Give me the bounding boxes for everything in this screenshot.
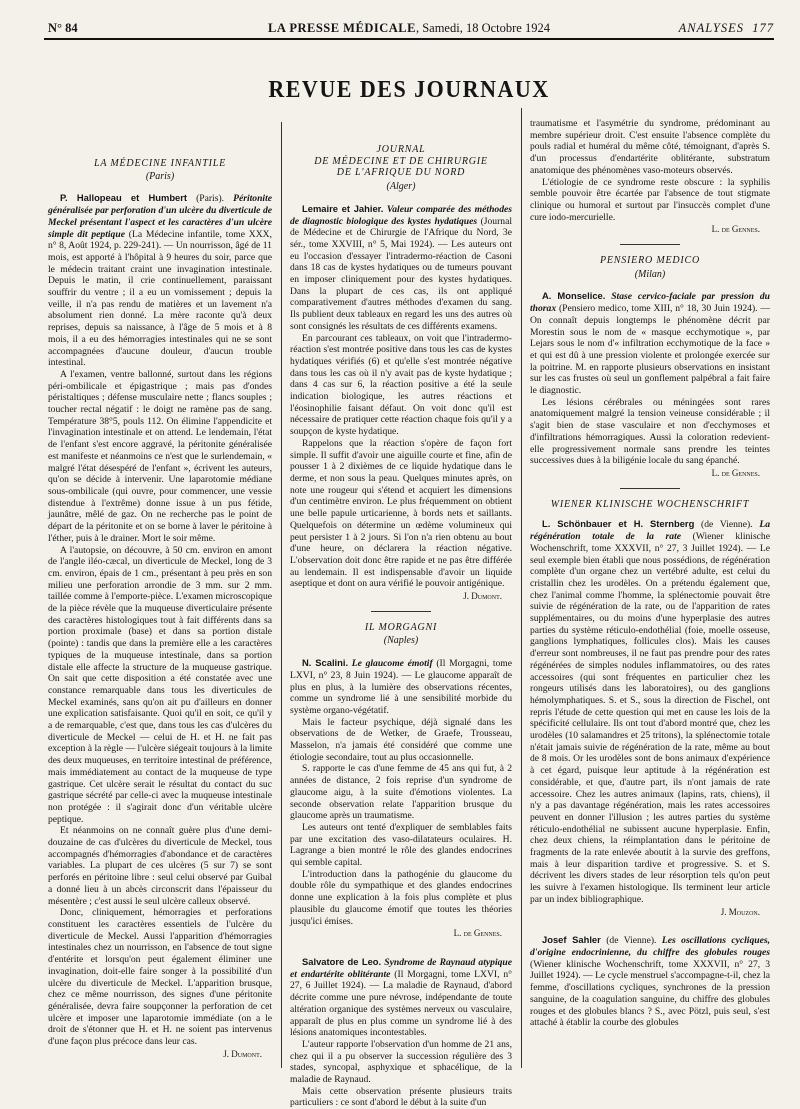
- article-paragraph: En parcourant ces tableaux, on voit que l'intradermo-réaction s'est montrée positive dans tous les cas de kystes hydatiques vérifiés (6) et qu'elle s'est montrée négative dans tous les cas où il n'y avait pas de kyste hydatique ; dans 4 cas sur 6, la réaction positive a été la seule indication biologique, les autres réactions et l'éosinophilie faisant défaut. On voit donc qu'il est nécessaire de pratiquer cette réaction chaque fois qu'il y a soupçon de kyste hydatique.: [290, 332, 512, 438]
- article-paragraph: Et néanmoins on ne connaît guère plus d'une demi-douzaine de cas d'ulcères du diverticule de Meckel, tous accompagnés d'hémorragies d'abondance et de caractères variables. La plupart de ces ulcères (5 sur 7) se sont perforés en péritoine libre : seul celui observé par Guibal a donné lieu à un abcès circonscrit dans l'épaisseur du mésentère ; c'est aussi le seul ulcère calleux observé.: [48, 825, 272, 907]
- article-citation: (Wiener klinische Wochenschrift, tome XXXVII, n° 27, 3 Juillet 1924). —: [530, 531, 770, 554]
- article-paragraph: L'introduction dans la pathogénie du glaucome du double rôle du sympathique et des glandes endocrines donne une explication à la fois plus complète et plus plausible du glaucome émotif que toutes les théories jusqu'ici émises.: [290, 868, 512, 927]
- article-paragraph: A l'autopsie, on découvre, à 50 cm. environ en amont de l'angle iléo-cæcal, un diverticule de Meckel, long de 3 cm. environ, épais de 1 cm., présentant à peu près en son milieu une perforation arrondie de 3 mm. sur 2 mm. taillée comme à l'emporte-pièce. L'examen microscopique de la pièce révèle que la muqueuse diverticulaire présente des caractères histologiques tout à fait différents dans sa portion proximale (base) et dans sa portion distale (pointe) : tandis que dans la première elle a les caractères typiques de la muqueuse intestinale, dans sa portion distale elle affecte la structure de la muqueuse gastrique. On sait que cette disposition a été constatée avec une constance remarquable dans tous les diverticules de Meckel examinés, sans qu'on ait pu d'ailleurs en donner une explication satisfaisante. Quoi qu'il en soit, ce qu'il y a de remarquable, c'est que, dans tous les cas d'ulcères du diverticule de Meckel — celui de H. et H. ne fait pas exception à la règle — l'ulcère siégeait toujours à la limite des deux muqueuses, en territoire intestinal de préférence, mais immédiatement au contact de la muqueuse de type gastrique. Cet ulcère serait le résultat du contact du suc gastrique sécrété par celle-ci avec la muqueuse intestinale non protégée : il s'agirait donc d'un véritable ulcère peptique.: [48, 544, 272, 825]
- article-title: La régénération totale de la rate: [530, 519, 770, 543]
- article-paragraph: La maladie de Raynaud, d'abord décrite comme une pure névrose, indépendante de toute altération organique des systèmes nerveux ou vasculaire, apparaît de plus en plus comme un syndrome lié à des lésions anatomiques incontestables.: [290, 980, 512, 1039]
- article-authors: A. Monselice.: [542, 290, 606, 302]
- article-paragraph: L'étiologie de ce syndrome reste obscure : la syphilis semble pouvoir être écartée par l'absence de tout stigmate clinique ou humoral et surtout par l'insuccès complet d'une cure iodo-mercurielle.: [530, 176, 770, 223]
- article-signature: L. de Gennes.: [711, 224, 760, 235]
- section-city: (Naples): [383, 635, 419, 647]
- article-paragraph: Le glaucome apparaît de plus en plus, à la lumière des observations récentes, comme un syndrome lié à une sensibilité morbide du système organo-végétatif.: [290, 669, 512, 716]
- article-authors-place: (de Vienne).: [600, 935, 657, 947]
- article-paragraph: A l'examen, ventre ballonné, surtout dans les régions péri-ombilicale et épigastrique ; mais pas d'ondes péristaltiques ; défense musculaire nette ; flancs souples ; toucher rectal négatif : le doigt ne ramène pas de sang. Température 38°5, pouls 112. On élimine l'appendicite et l'invagination intestinale et on attend. Le lendemain, l'état de l'enfant s'est encore aggravé, la péritonite généralisée est manifeste et néanmoins ce n'est que le surlendemain, « malgré l'état désespéré de l'enfant », écrivent les auteurs, qu'on se décide à intervenir. Une laparotomie médiane sous-ombilicale (qui ouvre, pour commencer, une vessie distendue à l'extrême) donne issue à un pus fétide, jaunâtre, mêlé de gaz. On ne recherche pas le point de départ de la péritonite et on se borne à laver le péritoine à l'éther, puis à le drainer. Mort le soir même.: [48, 368, 272, 544]
- article-title: Les oscillations cycliques, d'origine endocrinienne, du chiffre des globules rouges: [530, 935, 770, 958]
- article-title: Stase cervico-faciale par pression du thorax: [530, 291, 770, 315]
- issue-date: , Samedi, 18 Octobre 1924: [415, 21, 550, 35]
- article-authors: L. Schönbauer et H. Sternberg: [542, 518, 695, 530]
- section-heading: DE L'AFRIQUE DU NORD: [336, 167, 466, 179]
- section-and-page: [679, 21, 774, 36]
- article-citation: (Il Morgagni, tome LXVI, n° 23, 8 Juin 1924). —: [290, 658, 513, 681]
- article-authors: P. Hallopeau et Humbert: [60, 192, 188, 204]
- section-separator: [620, 488, 680, 489]
- running-title: [44, 21, 774, 36]
- article-authors-place: (Paris).: [187, 193, 234, 205]
- article-lead: [290, 956, 512, 1039]
- revue-title: REVUE DES JOURNAUX: [268, 74, 550, 103]
- article-paragraph: traumatisme et l'asymétrie du syndrome, prédominant au membre supérieur droit. C'est ensuite l'absence complète du pouls radial et huméral du même côté, témoignant, d'après S. d'un processus d'endartérite oblitérante, substratum anatomique des phénomènes vaso-moteurs observés.: [530, 118, 770, 176]
- article-gap: [290, 946, 512, 956]
- article-paragraph: Donc, cliniquement, hémorragies et perforations constituent les caractères essentiels de l'ulcère du diverticule de Meckel. Aussi l'apparition d'hémorragies intestinales chez un nourrisson, en l'absence de tout signe d'entérite et lorsqu'on peut également éliminer une invagination, doit-elle faire songer à la possibilité d'un ulcère du diverticule de Meckel. L'apparition brusque, chez ce même nourrisson, des signes d'une péritonite généralisée, devra faire soupçonner la perforation de cet ulcère et imposer une laparotomie immédiate (on a le droit de s'étonner que H. et H. ne soient pas intervenus d'une façon plus précoce dans leur cas.: [48, 907, 272, 1048]
- journal-page: [44, 18, 774, 1109]
- section-city: (Alger): [386, 181, 416, 193]
- article-authors-place: (de Vienne).: [694, 519, 753, 531]
- article-signature: L. de Gennes.: [711, 467, 760, 478]
- article-title: Péritonite généralisée par perforation d'un ulcère du diverticule de Meckel présentant l'aspect et les caractères d'un ulcère simple dit peptique: [48, 193, 272, 240]
- article-paragraph: Le seul exemple bien établi que nous possédions, de régénération complète d'un organe chez un vertébré adulte, est celui du cristallin chez les urodèles. On a prétendu également que, chez l'animal comme l'homme, la splénectomie pouvait être suivie de régénération de la rate, ou de l'apparition de rates supplémentaires, ou du moins d'une hyperplasie des autres parties du système réticulo-endothélial (foie, moelle osseuse, ganglions lymphatiques, follicules clos). Mais les causes d'erreur sont nombreuses, il ne faut pas prendre pour des rates régénérées de simples nodules inflammatoires, ou des rates accessoires (qui sont fréquentes en particulier chez les rongeurs utilisés dans les laboratoires), ou des ganglions hémolymphatiques. S. et S., sous la direction de Fischel, ont repris l'étude de cette question qui met en cause les lois de la spécificité cellulaire. Ils ont tout d'abord montré que, chez les urodèles (10 salamandres et 25 tritons), la splénectomie totale n'était jamais suivie de régénération de la rate, même au bout de 8 mois. Or les urodèles sont de bons animaux d'expérience à cet égard, puisque leur aptitude à la régénération est considérable, et que, d'autre part, ils n'ont jamais de rate accessoire. Chez les autres animaux (lapins, rats, chiens), il n'y a pas davantage régénération, mais les rates accessoires peuvent en donner l'illusion ; les autres parties du système réticulo-endothélial ne subissent aucune hyperplasie. Enfin, chez deux chiens, la réimplantation dans le péritoine de fragments de la rate enlevée aboutit à la survie des greffons, mais à leur disparition tardive et progressive. S. et S. décrivent les divers stades de leur résorption tels qu'on peut les suivre à l'examen histologique. Ils terminent leur article par un index bibliographique.: [530, 542, 770, 905]
- page-header: [44, 18, 774, 40]
- article-gap: [530, 924, 770, 934]
- section-separator: [371, 611, 431, 612]
- column-1: [48, 158, 272, 1088]
- article-paragraph: On connaît depuis longtemps le phénomène décrit par Morestin sous le nom de « masque ecchymotique », par Lejars sous le nom d'« infiltration ecchymotique de la face » et qui est dû à une pression violente et prolongée exercée sur la poitrine. M. en rapporte plusieurs observations en insistant sur les cas frustes où seul un gonflement palpébral a fait faire le diagnostic.: [530, 314, 770, 397]
- article-signature: J. Dumont.: [463, 591, 502, 602]
- journal-title: LA PRESSE MÉDICALE: [268, 21, 416, 35]
- article-paragraph: Mais cette observation présente plusieurs traits particuliers : ce sont d'abord le début à la suite d'un: [290, 1085, 512, 1109]
- article-paragraph: Mais le facteur psychique, déjà signalé dans les observations de de Wetker, de Graefe, Trousseau, Masselon, n'a jamais été considéré que comme une étiologie secondaire, tout au plus occasionnelle.: [290, 716, 512, 763]
- article-paragraph: Le cycle menstruel s'accompagne-t-il, chez la femme, d'oscillations cycliques, synchrones de la pression sanguine, de la coagulation sanguine, du chiffre des globules rouges et des globules blancs ? S., avec Pötzl, puis seul, s'est attaché à établir la courbe des globules: [530, 970, 770, 1029]
- article-authors: Josef Sahler: [542, 934, 601, 946]
- article-signature: L. de Gennes.: [453, 928, 502, 939]
- column-divider-left: [281, 122, 282, 1068]
- article-authors: N. Scalini.: [302, 657, 349, 669]
- section-heading: JOURNAL: [376, 144, 426, 155]
- article-lead: [530, 518, 770, 905]
- article-authors: Lemaire et Jahier.: [302, 202, 384, 214]
- article-title: Syndrome de Raynaud atypique et endartérite oblitérante: [290, 957, 513, 980]
- article-paragraph: L'auteur rapporte l'observation d'un homme de 21 ans, chez qui il a pu observer la succession régulière des 3 stades, syncopal, asphyxique et sphacélique, de la maladie de Raynaud.: [290, 1038, 512, 1086]
- article-title: Le glaucome émotif: [348, 658, 433, 670]
- section-heading: PENSIERO MEDICO: [599, 255, 701, 267]
- section-heading: WIENER KLINISCHE WOCHENSCHRIFT: [550, 498, 750, 510]
- section-heading: LA MÉDECINE INFANTILE: [94, 158, 226, 169]
- article-lead: [530, 934, 770, 1029]
- article-citation: (Journal de Médecine et de Chirurgie de l'Afrique du Nord, 3e sér., tome XXVIII, n° 5, Mai 1924). —: [290, 215, 512, 250]
- section-name: ANALYSES: [678, 21, 744, 35]
- column-divider-right: [521, 108, 522, 1068]
- issue-number: N° 84: [48, 21, 78, 35]
- article-citation: (Pensiero medico, tome XIII, n° 18, 30 Juin 1924). —: [556, 303, 770, 315]
- article-paragraph: S. rapporte le cas d'une femme de 45 ans qui fut, à 2 années de distance, 2 fois reprise d'un syndrome de glaucome aigu, à la suite d'émotions violentes. La seconde observation relate l'apparition brusque du glaucome après un traumatisme.: [290, 763, 512, 822]
- article-lead: [530, 290, 770, 396]
- column-3: [530, 118, 770, 1048]
- article-paragraph: Les lésions cérébrales ou méningées sont rares anatomiquement malgré la tension veineuse considérable ; il s'agit bien de stase vasculaire et non d'ecchymoses et d'infiltrations hémorragiques. Aussi la coloration redevient-elle progressivement normale sans prendre les teintes successives dues à la biligénie locale du sang épanché.: [530, 396, 770, 467]
- article-lead: [290, 657, 512, 717]
- section-city: (Milan): [634, 268, 666, 280]
- article-signature: J. Dumont.: [223, 1048, 262, 1059]
- article-paragraph: Les auteurs ont tenté d'expliquer de semblables faits par une excitation des vaso-dilatateurs oculaires. H. Lagrange a bien montré le rôle des glandes endocrines qui semble capital.: [290, 821, 512, 869]
- article-citation: (Il Morgagni, tome LXVI, n° 27, 6 Juillet 1924). —: [290, 968, 512, 992]
- section-heading: IL MORGAGNI: [364, 621, 438, 633]
- article-authors: Salvatore de Leo.: [302, 956, 382, 967]
- column-2: [290, 144, 513, 1109]
- article-lead: [48, 192, 272, 369]
- article-title: Valeur comparée des méthodes de diagnostic biologique des kystes hydatiques: [290, 203, 512, 227]
- section-heading: DE MÉDECINE ET DE CHIRURGIE: [314, 155, 488, 167]
- article-paragraph: Rappelons que la réaction s'opère de façon fort simple. Il suffit d'avoir une aiguille courte et fine, afin de pousser 1 à 2 dixièmes de ce liquide hydatique dans le derme, et non sous la peau. Quelques minutes après, on note une rougeur qui s'étend et acquiert les dimensions d'un centimètre environ. Le plus fréquemment on obtient une belle papule urticarienne, à bords nets et saillants. Quelquefois on détermine un œdème volumineux qui peut persister 1 à 2 jours. Si l'on n'a rien obtenu au bout d'une heure, on déclarera la réaction négative. L'observation doit donc être rapide et ne pas être différée au lendemain. Il est indispensable d'avoir un liquide aseptique et dont on aura vérifié le pouvoir antigénique.: [290, 437, 512, 590]
- article-lead: [290, 203, 512, 333]
- page-number: 177: [752, 21, 774, 35]
- article-paragraph: Un nourrisson, âgé de 11 mois, est apporté à l'hôpital à 9 heures du soir, parce que le médecin traitant craint une invagination intestinale. Depuis le matin, il crie continuellement, paraissant souffrir du ventre ; il a eu un vomissement ; depuis la veille, il n'a pas rendu de matières et un lavement n'a absolument rien donné. La mère raconte qu'à deux reprises, depuis sa naissance, à l'âge de 5 mois et à 8 mois, il a eu des hémorragies intestinales qui ne se sont accompagnées d'aucune douleur, d'aucun trouble intestinal.: [48, 240, 272, 369]
- article-paragraph: Les auteurs ont eu l'occasion d'essayer l'intradermo-réaction de Casoni dans 18 cas de kystes hydatiques ou de tumeurs pouvant en imposer cliniquement pour des kystes hydatiques. Dans la plupart de ces cas, ils ont appliqué comparativement d'autres méthodes d'examen du sang. Ils publient deux tableaux en regard les uns des autres où sont consignés les résultats de ces différents examens.: [290, 238, 512, 332]
- article-citation: (La Médecine infantile, tome XXX, n° 8, Août 1924, p. 229-241). —: [48, 228, 272, 252]
- section-city: (Paris): [145, 170, 175, 182]
- article-signature: J. Mouzon.: [720, 906, 760, 917]
- section-separator: [620, 244, 680, 245]
- article-citation: (Wiener klinische Wochenschrift, tome XXXVII, n° 27, 3 Juillet 1924). —: [530, 958, 770, 982]
